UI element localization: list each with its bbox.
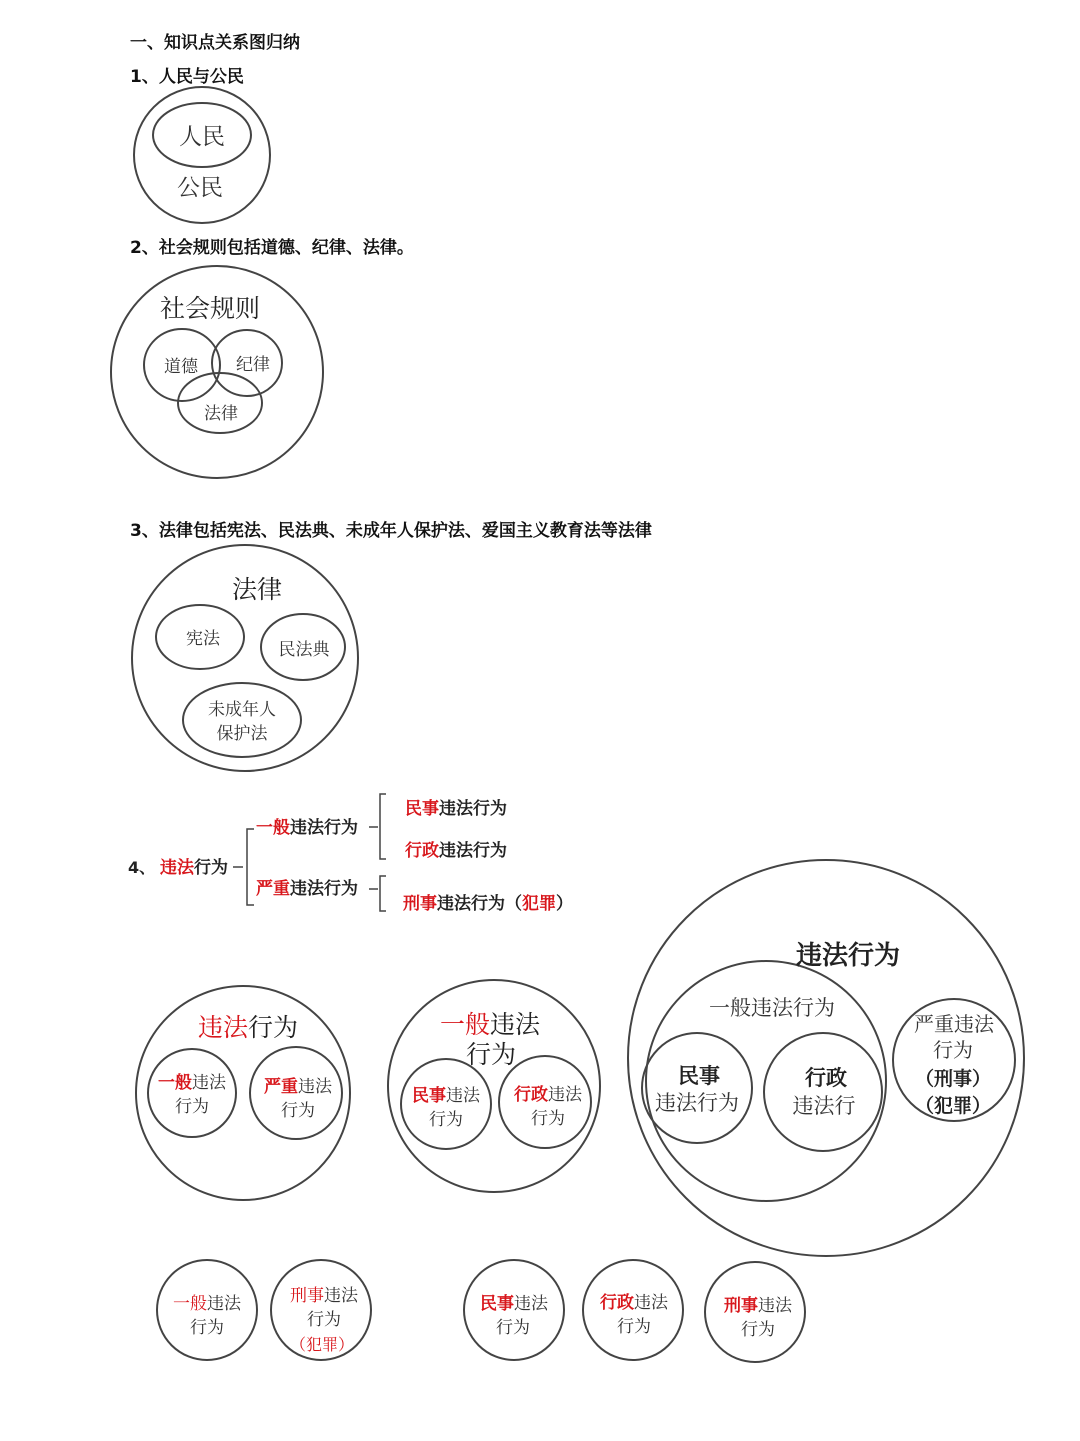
row-criminal-crime-label-3: （犯罪） <box>289 1335 355 1354</box>
d1-outer-label: 公民 <box>177 175 223 201</box>
v2-admin-label-2: 行为 <box>531 1109 565 1129</box>
v2-civil-label-2: 行为 <box>429 1110 463 1130</box>
tree-leaf-civil: 民事违法行为 <box>405 799 507 819</box>
row-criminal-crime-label-1: 刑事违法 <box>290 1286 358 1306</box>
v3-admin-label-2: 违法行 <box>792 1094 856 1118</box>
row-admin-label-2: 行为 <box>617 1317 651 1337</box>
v2-admin-label-1: 行政违法 <box>514 1085 582 1105</box>
law-ellipse <box>178 373 262 433</box>
v2-title-1: 一般违法 <box>439 1010 541 1039</box>
tree-brace-general <box>369 794 386 859</box>
v2-civil-label-1: 民事违法 <box>412 1086 480 1106</box>
row-civil-label-2: 行为 <box>496 1318 530 1338</box>
citizen-circle <box>134 87 270 223</box>
minor-protection-ellipse <box>183 683 301 757</box>
v1-general-circle <box>148 1049 236 1137</box>
v3-serious-label-4: （犯罪） <box>914 1095 992 1117</box>
d3-civil-code-label: 民法典 <box>278 640 330 660</box>
tree-leaf-criminal: 刑事违法行为（犯罪） <box>403 894 573 914</box>
row-admin-label-1: 行政违法 <box>600 1293 668 1313</box>
v3-admin-circle <box>764 1033 882 1151</box>
tree-root: 违法行为 <box>160 858 228 878</box>
d3-minor-label-1: 未成年人 <box>208 700 276 720</box>
v3-serious-label-3: （刑事） <box>914 1068 992 1090</box>
d2-morality-label: 道德 <box>164 357 198 377</box>
d3-constitution-label: 宪法 <box>186 629 220 649</box>
v1-general-label-1: 一般违法 <box>158 1073 226 1093</box>
d2-title: 社会规则 <box>159 294 261 323</box>
section-3-heading: 3、法律包括宪法、民法典、未成年人保护法、爱国主义教育法等法律 <box>130 521 652 541</box>
v3-serious-label-1: 严重违法 <box>914 1012 994 1036</box>
v1-general-label-2: 行为 <box>175 1097 209 1117</box>
tree-section-number: 4、 <box>128 858 156 877</box>
v3-general-label: 一般违法行为 <box>709 996 835 1020</box>
v3-civil-label-2: 违法行为 <box>655 1091 739 1115</box>
d2-discipline-label: 纪律 <box>236 355 270 375</box>
v1-serious-label-2: 行为 <box>281 1101 315 1121</box>
row-criminal-crime-label-2: 行为 <box>307 1310 341 1330</box>
tree-brace-main <box>233 829 254 905</box>
section-2-heading: 2、社会规则包括道德、纪律、法律。 <box>130 238 414 258</box>
d1-inner-label: 人民 <box>179 124 225 150</box>
v3-civil-label-1: 民事 <box>678 1064 720 1088</box>
main-heading: 一、知识点关系图归纳 <box>130 33 300 53</box>
section-1-heading: 1、人民与公民 <box>130 67 244 87</box>
v3-civil-circle <box>642 1033 752 1143</box>
v3-admin-label-1: 行政 <box>805 1066 847 1090</box>
row-criminal-label-2: 行为 <box>741 1320 775 1340</box>
d3-title: 法律 <box>231 575 283 604</box>
d3-minor-label-2: 保护法 <box>216 724 268 744</box>
tree-brace-serious <box>369 876 386 911</box>
tree-leaf-admin: 行政违法行为 <box>405 841 507 861</box>
row-criminal-label-1: 刑事违法 <box>724 1296 792 1316</box>
row-general-label-1: 一般违法 <box>173 1294 241 1314</box>
v3-serious-label-2: 行为 <box>933 1038 973 1062</box>
tree-node-serious: 严重违法行为 <box>256 879 358 899</box>
tree-node-general: 一般违法行为 <box>256 818 358 838</box>
row-general-label-2: 行为 <box>190 1318 224 1338</box>
row-civil-label-1: 民事违法 <box>480 1294 548 1314</box>
v3-title: 违法行为 <box>795 941 901 971</box>
v1-title: 违法行为 <box>197 1013 299 1042</box>
v2-title-2: 行为 <box>465 1040 517 1069</box>
d2-law-label: 法律 <box>204 404 238 424</box>
v1-serious-label-1: 严重违法 <box>264 1077 332 1097</box>
